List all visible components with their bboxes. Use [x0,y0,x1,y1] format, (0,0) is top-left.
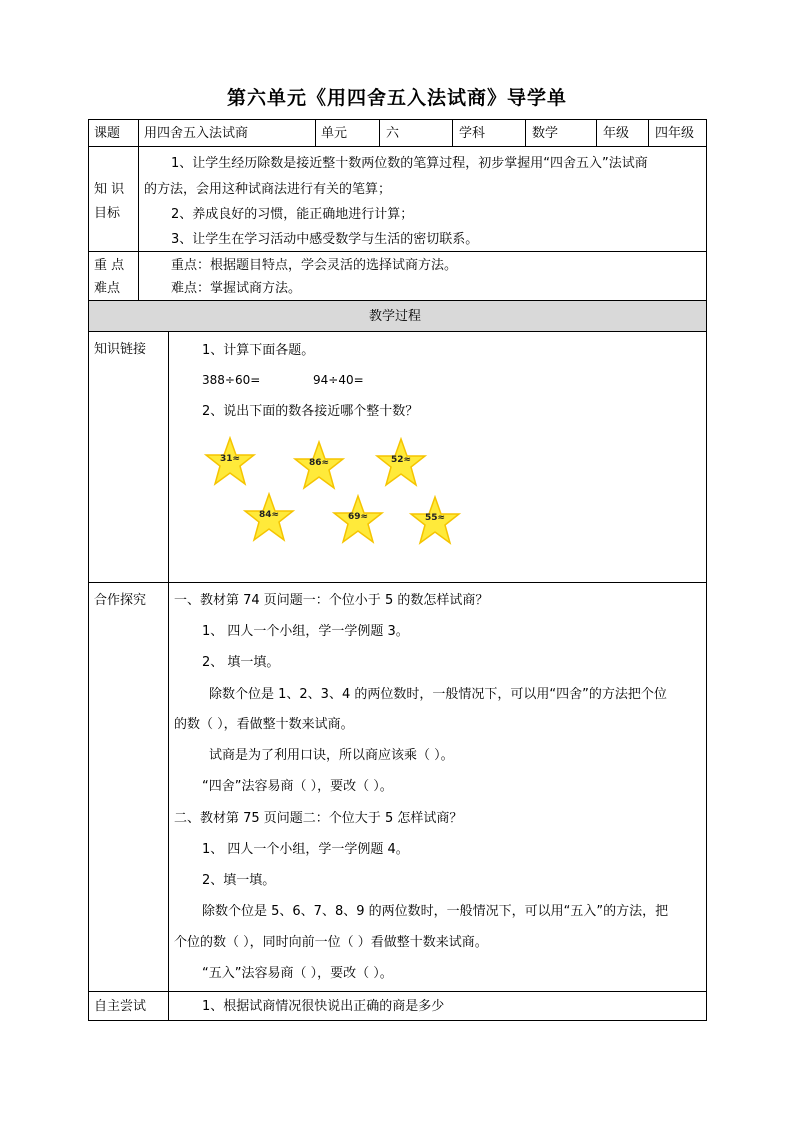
goals-line-1: 1、让学生经历除数是接近整十数两位数的笔算过程，初步掌握用“四舍五入”法试商 [171,156,648,171]
link-expression-2: 94÷40= [313,373,364,387]
coop-line-5: 的数（ ），看做整十数来试商。 [174,717,354,732]
goals-label-cell [88,146,139,252]
goals-label-2: 目标 [94,206,121,221]
link-expression-1: 388÷60= [202,373,261,387]
goals-line-3: 2、养成良好的习惯，能正确地进行计算； [171,207,414,222]
star-label: 52≈ [390,455,412,465]
goals-label-1: 知 识 [94,182,125,197]
key-label-1: 重 点 [94,258,125,273]
coop-line-9: 1、 四人一个小组，学一学例题 4。 [202,842,409,857]
coop-line-1: 一、教材第 74 页问题一：个位小于 5 的数怎样试商？ [174,593,489,608]
star-label: 86≈ [308,458,330,468]
star-label: 55≈ [424,513,446,523]
self-label: 自主尝试 [94,999,147,1014]
link-question-1: 1、计算下面各题。 [202,343,315,358]
process-title: 教学过程 [369,309,422,324]
coop-line-4: 除数个位是 1、2、3、4 的两位数时，一般情况下，可以用“四舍”的方法把个位 [209,687,667,702]
star-label: 31≈ [219,454,241,464]
coop-line-10: 2、填一填。 [202,873,276,888]
header-grade-label: 年级 [603,126,630,141]
difficulty-point: 难点：掌握试商方法。 [171,281,302,296]
coop-label-cell [88,582,169,992]
header-topic-label: 课题 [94,126,121,141]
coop-row [88,582,707,992]
key-label-2: 难点 [94,281,121,296]
page-title: 第六单元《用四舍五入法试商》导学单 [226,87,567,109]
header-unit-label: 单元 [321,126,348,141]
link-label-cell [88,331,169,583]
coop-line-11: 除数个位是 5、6、7、8、9 的两位数时，一般情况下，可以用“五入”的方法，把 [202,904,669,919]
star-label: 69≈ [347,512,369,522]
header-topic-value: 用四舍五入法试商 [144,126,249,141]
link-label: 知识链接 [94,342,147,357]
coop-line-6: 试商是为了利用口诀，所以商应该乘（ ）。 [209,748,454,763]
coop-line-3: 2、 填一填。 [202,655,280,670]
coop-line-13: “五入”法容易商（ ），要改（ ）。 [202,966,393,981]
star-52 [374,437,428,489]
goals-line-4: 3、让学生在学习活动中感受数学与生活的密切联系。 [171,232,479,247]
coop-line-2: 1、 四人一个小组，学一学例题 3。 [202,624,409,639]
goals-line-2: 的方法，会用这种试商法进行有关的笔算； [144,182,392,197]
star-55 [408,495,462,547]
star-label: 84≈ [258,510,280,520]
header-grade-value: 四年级 [655,126,695,141]
link-question-2: 2、说出下面的数各接近哪个整十数？ [202,404,419,419]
header-subject-label: 学科 [459,126,486,141]
key-point: 重点：根据题目特点，学会灵活的选择试商方法。 [171,258,458,273]
star-69 [331,494,385,546]
coop-label: 合作探究 [94,593,147,608]
self-line-1: 1、根据试商情况很快说出正确的商是多少 [202,999,445,1014]
star-86 [292,440,346,492]
header-unit-value: 六 [386,126,400,141]
coop-line-8: 二、教材第 75 页问题二：个位大于 5 怎样试商？ [174,811,463,826]
coop-line-12: 个位的数（ ），同时向前一位（ ）看做整十数来试商。 [174,935,488,950]
star-84 [242,492,296,544]
header-subject-value: 数学 [532,126,559,141]
coop-line-7: “四舍”法容易商（ ），要改（ ）。 [202,779,393,794]
star-31 [203,436,257,488]
